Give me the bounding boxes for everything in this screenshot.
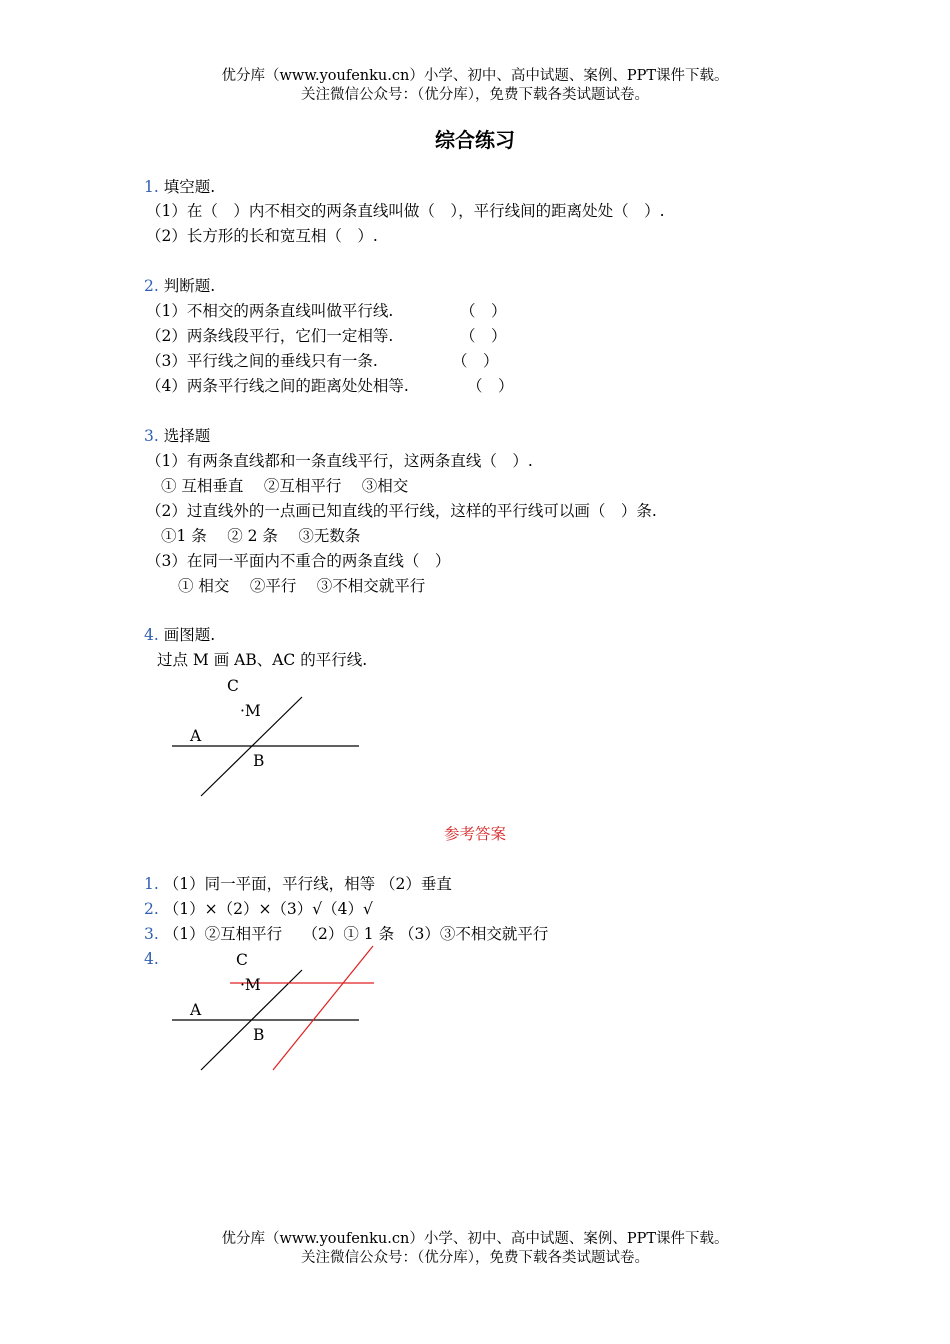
answer-label-c: C xyxy=(236,951,248,969)
answers-title: 参考答案 xyxy=(443,825,506,843)
question-3-item: （3）在同一平面内不重合的两条直线（ ） xyxy=(146,552,451,570)
footer-line-1: 优分库（www.youfenku.cn）小学、初中、高中试题、案例、PPT课件下载。 xyxy=(221,1231,729,1247)
answer-3-number: 3. xyxy=(144,925,159,943)
answer-1-text: （1）同一平面，平行线，相等 （2）垂直 xyxy=(163,875,452,893)
answer-paren: （ ） xyxy=(460,302,507,320)
header-line-2: 关注微信公众号：（优分库），免费下载各类试题试卷。 xyxy=(301,87,649,103)
answer-paren: （ ） xyxy=(467,377,514,395)
question-4-title: 画图题. xyxy=(163,626,216,644)
question-3-number: 3. xyxy=(144,427,159,445)
answer-label-m: ·M xyxy=(240,976,261,994)
question-3-options: ① 互相垂直 ②互相平行 ③相交 xyxy=(161,477,409,495)
answer-paren: （ ） xyxy=(452,352,499,370)
label-a: A xyxy=(190,727,202,745)
question-3-options: ① 相交 ②平行 ③不相交就平行 xyxy=(178,577,426,595)
answer-label-b: B xyxy=(253,1026,265,1044)
question-4-instruction: 过点 M 画 AB、AC 的平行线. xyxy=(157,651,368,669)
answer-2-number: 2. xyxy=(144,900,159,918)
question-3-options: ①1 条 ② 2 条 ③无数条 xyxy=(161,527,361,545)
answer-label-a: A xyxy=(190,1001,202,1019)
page-title: 综合练习 xyxy=(435,128,515,152)
question-1-number: 1. xyxy=(144,178,159,196)
answer-1-number: 1. xyxy=(144,875,159,893)
answer-4-number: 4. xyxy=(144,950,159,968)
question-1-item: （2）长方形的长和宽互相（ ）. xyxy=(146,227,378,245)
question-1-title: 填空题. xyxy=(163,178,216,196)
header-line-1: 优分库（www.youfenku.cn）小学、初中、高中试题、案例、PPT课件下载。 xyxy=(221,68,729,84)
parallel-to-ac-red-line xyxy=(273,946,373,1070)
label-c: C xyxy=(227,677,239,695)
answer-2-text: （1）×（2）×（3）√（4）√ xyxy=(163,900,373,918)
question-2-item: （3）平行线之间的垂线只有一条. xyxy=(146,352,378,370)
question-2-item: （1）不相交的两条直线叫做平行线. xyxy=(146,302,394,320)
question-1-item: （1）在（ ）内不相交的两条直线叫做（ ），平行线间的距离处处（ ）. xyxy=(146,202,665,220)
question-2-item: （4）两条平行线之间的距离处处相等. xyxy=(146,377,409,395)
question-3-item: （2）过直线外的一点画已知直线的平行线，这样的平行线可以画（ ）条. xyxy=(146,502,657,520)
answer-paren: （ ） xyxy=(460,327,507,345)
footer-line-2: 关注微信公众号：（优分库），免费下载各类试题试卷。 xyxy=(301,1250,649,1266)
question-3-title: 选择题 xyxy=(163,427,211,445)
question-4-number: 4. xyxy=(144,626,159,644)
question-3-item: （1）有两条直线都和一条直线平行，这两条直线（ ）. xyxy=(146,452,533,470)
label-m: ·M xyxy=(240,702,261,720)
question-2-title: 判断题. xyxy=(163,277,216,295)
answer-3-text: （1）②互相平行 （2）① 1 条 （3）③不相交就平行 xyxy=(163,925,549,943)
question-2-item: （2）两条线段平行，它们一定相等. xyxy=(146,327,394,345)
question-2-number: 2. xyxy=(144,277,159,295)
label-b: B xyxy=(253,752,265,770)
